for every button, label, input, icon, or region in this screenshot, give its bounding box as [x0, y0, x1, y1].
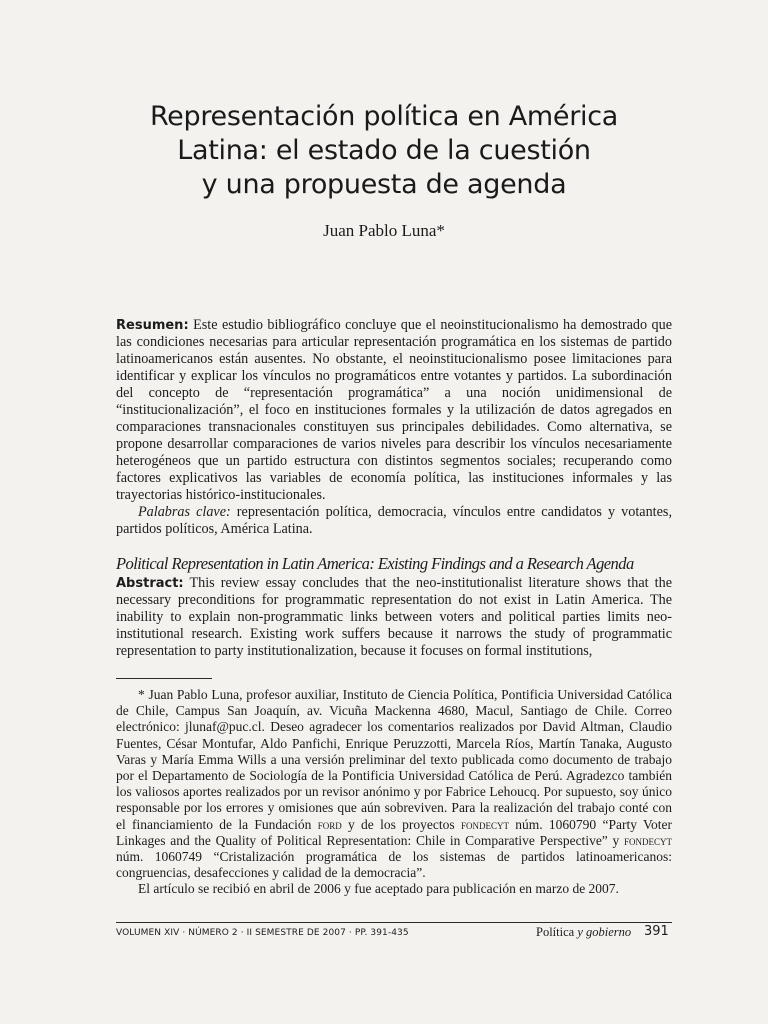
footnote-part-1: * Juan Pablo Luna, profesor auxiliar, Instituto de Ciencia Política, Pontificia Universidad Católica de Chile, Campus San Joaquín, av. Vicuña Mackenna 4680, Macul, Santiago de Chile. Correo electrónico: jlunaf@puc.cl. Deseo agradecer los comentarios realizados por David Altman, Claudio Fuentes, César Montufar, Aldo Panfichi, Enrique Peruzzotti, Marcela Ríos, Martín Tanaka, Augusto Varas y María Emma Wills a una versión preliminar del texto publicada como documento de trabajo por el Departamento de Sociología de la Pontificia Universidad Católica de Perú. Agradezco también los valiosos aportes realizados por un revisor anónimo y por Fabrice Lehoucq. Por supuesto, soy único responsable por los errores y omisiones que aún sobreviven. Para la realización del trabajo conté con el financiamiento de la Fundación — [116, 687, 672, 832]
page-number: 391 — [644, 924, 669, 939]
footnote-part-4: núm. 1060749 “Cristalización programática de los sistemas de partidos latinoamericanos: congruencias, desafecciones y calidad de la democracia”. — [116, 849, 672, 881]
footer-divider — [116, 922, 672, 923]
author-footnote — [116, 687, 672, 898]
title-line-2: Latina: el estado de la cuestión — [177, 135, 591, 166]
keywords-label: Palabras clave: — [138, 504, 231, 520]
footnote-part-2: y de los proyectos — [341, 816, 461, 832]
resumen-label: Resumen: — [116, 318, 189, 333]
footnote-paragraph — [116, 687, 672, 881]
fondecyt-1: fondecyt — [460, 816, 509, 832]
article-title — [100, 100, 668, 202]
spanish-abstract — [116, 317, 672, 538]
english-abstract — [116, 575, 672, 660]
fondecyt-2: fondecyt — [623, 832, 672, 848]
title-line-3: y una propuesta de agenda — [201, 169, 567, 200]
author-name: Juan Pablo Luna* — [323, 221, 445, 240]
abstract-text: This review essay concludes that the neo-institutionalist literature shows that the necessary preconditions for programmatic representation do not exist in Latin America. The inability to explain non-programmatic links between voters and political parties limits neo-institutional research. Existing work suffers because it narrows the study of programmatic representation to party institutionalization, because it focuses on formal institutions, — [116, 575, 672, 659]
keywords-text: representación política, democracia, vínculos entre candidatos y votantes, partidos políticos, América Latina. — [116, 504, 672, 537]
journal-name-italic: y gobierno — [574, 925, 632, 939]
journal-name — [536, 925, 631, 940]
keywords-paragraph — [116, 504, 672, 538]
received-note: El artículo se recibió en abril de 2006 y fue aceptado para publicación en marzo de 2007. — [138, 881, 619, 897]
ford-foundation: ford — [317, 816, 342, 832]
abstract-paragraph — [116, 575, 672, 660]
abstract-label: Abstract: — [116, 576, 184, 591]
title-line-1: Representación política en América — [149, 101, 619, 132]
resumen-text: Este estudio bibliográfico concluye que el neoinstitucionalismo ha demostrado que las condiciones necesarias para articular representación programática en los sistemas de partido latinoamericanos están ausentes. No obstante, el neoinstitucionalismo posee limitaciones para identificar y explicar los vínculos no programáticos entre votantes y partidos. La subordinación del concepto de “representación programática” a una noción unidimensional de “institucionalización”, el foco en instituciones formales y la utilización de datos agregados en comparaciones transnacionales constituyen sus principales debilidades. Como alternativa, se propone desarrollar comparaciones de varios niveles para describir los vínculos necesariamente heterogéneos que un partido estructura con distintos segmentos sociales; recuperando como factores explicativos las variables de economía política, las instituciones informales y las trayectorias histórico-institucionales. — [116, 317, 672, 503]
journal-name-main: Política — [536, 925, 575, 939]
footnote-part-3: núm. 1060790 “Party Voter Linkages and the Quality of Political Representation: Chile in Comparative Perspective” y — [116, 816, 673, 848]
issue-info: VOLUMEN XIV · NÚMERO 2 · II SEMESTRE DE 2007 · PP. 391-435 — [116, 928, 409, 938]
english-title: Political Representation in Latin America: Existing Findings and a Research Agenda — [116, 554, 634, 573]
footnote-divider — [116, 678, 212, 679]
resumen-paragraph — [116, 317, 672, 504]
